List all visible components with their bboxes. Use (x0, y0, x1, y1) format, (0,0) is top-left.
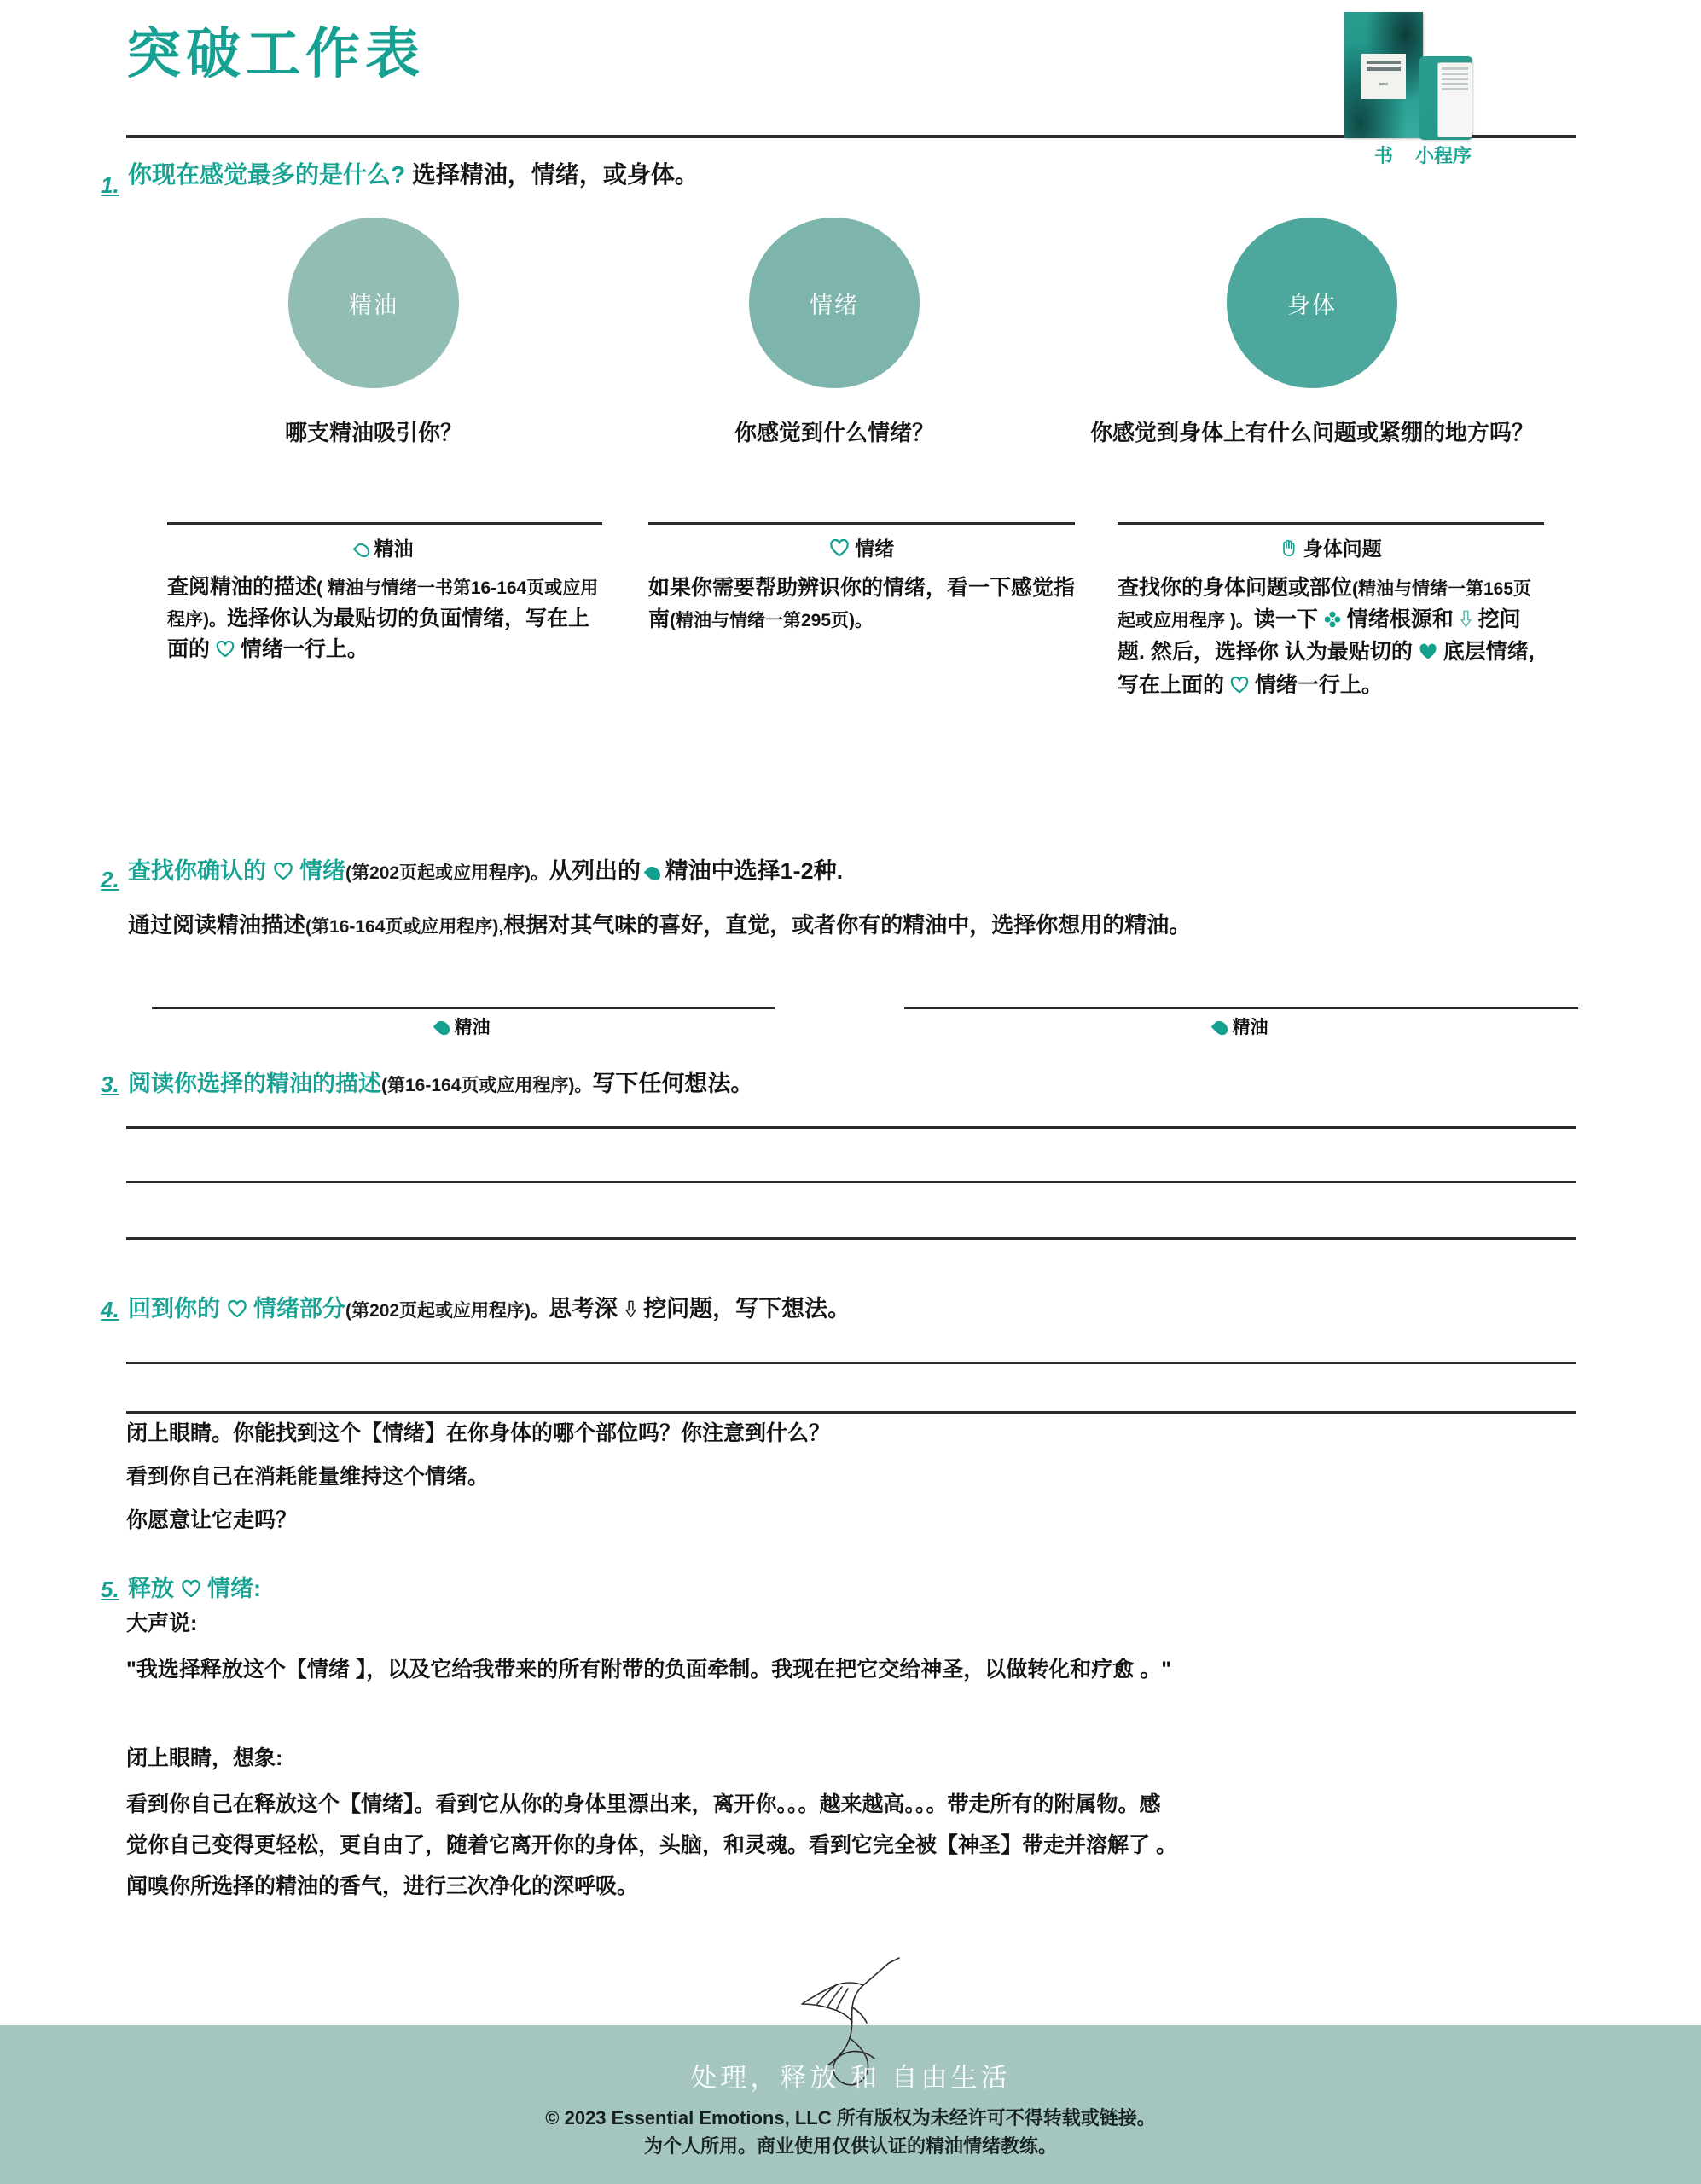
body-instructions-mid2: 挖问题. 然后，选择你 认为最贴切的 (1118, 607, 1521, 664)
oil-slot-1-line[interactable] (152, 1007, 775, 1009)
flower-icon (1324, 606, 1341, 637)
step-2-number: 2. (101, 867, 119, 892)
info-emotion (648, 522, 1075, 635)
body-instructions-mid3: 底层情绪, 写在上面的 (1118, 640, 1535, 697)
body-instructions (1118, 572, 1544, 702)
step-4-ref: (第202页起或应用程序)。 (345, 1301, 549, 1321)
step-4-write-line-2[interactable] (126, 1411, 1576, 1414)
step-4-teal-b: 情绪部分 (253, 1296, 346, 1321)
oil-tag (167, 533, 602, 561)
step-3-ref: (第16-164页或应用程序)。 (381, 1076, 593, 1095)
step-2-teal-b: 情绪 (299, 858, 346, 884)
emotion-instructions-strong: 如果你需要帮助辨识你的情绪，看一下感觉指南 (648, 576, 1076, 631)
prompt-1: 闭上眼睛。你能找到这个【情绪】在你身体的哪个部位吗？你注意到什么？ (126, 1421, 831, 1445)
oil-drop-icon (643, 864, 663, 884)
oil-instructions-rest-b: 情绪一行上。 (240, 637, 369, 661)
oil-slot-2-label: 精油 (1232, 1018, 1268, 1037)
emotion-instructions-ref: (精油与情绪一第295页)。 (670, 610, 874, 630)
step-5-quote: "我选择释放这个【情绪 】，以及它给我带来的所有附带的负面牵制。我现在把它交给神圣，以做转化和疗愈 。" (126, 1658, 1172, 1682)
emotion-instructions (648, 572, 1075, 635)
body-instructions-rest-b: 情绪一行上。 (1254, 672, 1383, 697)
step-3-write-line-3[interactable] (126, 1237, 1576, 1240)
app-caption: 小程序 (1415, 145, 1472, 166)
choice-column-body (1073, 218, 1551, 450)
step-2-teal-a: 查找你确认的 (128, 858, 266, 884)
step-2-line-2 (128, 914, 1612, 936)
heart-outline-icon (181, 1577, 201, 1604)
step-4-heading (128, 1290, 850, 1324)
step-3-heading (128, 1065, 753, 1098)
step-4-black-b: 挖问题，写下想法。 (643, 1296, 851, 1321)
oil-instructions-ref: ( 精油与情绪一书第16-164页或应用程序)。 (167, 578, 599, 630)
heart-outline-icon (273, 862, 293, 885)
bubble-oil-question: 哪支精油吸引你？ (284, 420, 462, 445)
heart-outline-icon (1230, 671, 1249, 703)
step-5-imagine-label: 闭上眼睛，想象: (126, 1746, 283, 1770)
step-3-write-line-1[interactable] (126, 1126, 1576, 1129)
step-5-number: 5. (101, 1577, 119, 1602)
hand-icon (1280, 538, 1298, 562)
choice-bubbles-row (126, 218, 1576, 508)
bubble-body[interactable] (1227, 218, 1397, 388)
reflection-prompts (126, 1423, 1611, 1554)
body-instructions-ref: (精油与情绪一第165页起或应用程序 )。 (1118, 579, 1532, 630)
oil-answer-line[interactable] (167, 522, 602, 525)
page-title: 突破工作表 (126, 23, 425, 84)
step-2-ref: (第202页起或应用程序)。 (345, 863, 549, 883)
step-5-imagine-line-3: 闻嗅你所选择的精油的香气，进行三次净化的深呼吸。 (126, 1874, 639, 1898)
oil-drop-icon (433, 1019, 452, 1038)
oil-slot-2-line[interactable] (904, 1007, 1578, 1009)
step-4-write-line-1[interactable] (126, 1362, 1576, 1364)
step-4-black-a: 思考深 (549, 1296, 618, 1321)
oil-slot-1-label: 精油 (454, 1018, 491, 1037)
bubble-oil[interactable] (288, 218, 459, 388)
step-2-line2-strong: 通过阅读精油描述 (128, 912, 306, 938)
body-instructions-mid: 情绪根源和 (1346, 607, 1454, 631)
step-3-black: 写下任何想法。 (592, 1071, 754, 1096)
footer-copyright (0, 2104, 1701, 2160)
page-footer (0, 2025, 1701, 2184)
media-badge (1338, 12, 1508, 176)
info-body (1118, 522, 1544, 702)
oil-tag-label: 精油 (374, 537, 414, 560)
bubble-emotion-question: 你感觉到什么情绪？ (734, 420, 934, 445)
bubble-body-label: 身体 (1287, 292, 1337, 318)
prompt-2: 看到你自己在消耗能量维持这个情绪。 (126, 1465, 490, 1489)
step-5-imagine-line-1: 看到你自己在释放这个【情绪】。看到它从你的身体里漂出来，离开你。。。越来越高。。。带走所有的附属物。感 (126, 1792, 1161, 1816)
heart-outline-icon (216, 636, 235, 667)
step-2-line-1 (128, 860, 1612, 885)
oil-slot-1 (152, 1007, 775, 1039)
footer-copyright-line-1: © 2023 Essential Emotions, LLC 所有版权为未经许可不得转载或链接。 (545, 2107, 1156, 2129)
info-row (126, 522, 1594, 761)
step-5-heading (128, 1570, 261, 1604)
book-cover-label (1361, 54, 1406, 99)
choice-column-oil (152, 218, 595, 450)
step-1-heading-black: 选择精油，情绪，或身体。 (411, 161, 699, 188)
book-caption: 书 (1373, 145, 1393, 166)
bubble-oil-label: 精油 (349, 292, 398, 318)
step-5-imagine-line-2: 觉你自己变得更轻松，更自由了，随着它离开你的身体，头脑，和灵魂。看到它完全被【神圣】带走并溶解了 。 (126, 1833, 1177, 1857)
oil-instructions (167, 572, 602, 667)
oil-instructions-strong: 查阅精油的描述 (167, 575, 317, 599)
bubble-emotion-label: 情绪 (810, 292, 859, 318)
footer-copyright-line-2: 为个人所用。商业使用仅供认证的精油情绪教练。 (643, 2135, 1057, 2157)
emotion-tag (648, 533, 1075, 562)
footer-tagline: 处理，释放 和 自由生活 (690, 2063, 1011, 2093)
body-tag (1118, 533, 1544, 562)
step-3-teal: 阅读你选择的精油的描述 (128, 1071, 381, 1096)
oil-slot-1-caption (152, 1014, 775, 1039)
phone-app-image (1419, 56, 1472, 140)
down-arrow-icon (624, 1298, 637, 1324)
heart-filled-icon (1419, 638, 1437, 670)
oil-instructions-rest-a: 选择你认为最贴切的负面情绪，写在上面的 (167, 606, 590, 661)
step-2-line2-rest: 根据对其气味的喜好，直觉，或者你有的精油中，选择你想用的精油。 (503, 912, 1192, 938)
step-1-heading-teal: 你现在感觉最多的是什么? (128, 161, 406, 188)
step-5-teal-b: 情绪: (207, 1576, 262, 1601)
body-instructions-strong: 查找你的身体问题或部位 (1118, 576, 1353, 600)
step-2-black-a: 从列出的 (549, 858, 642, 884)
step-5-teal-a: 释放 (128, 1576, 174, 1601)
step-5-say-aloud: 大声说: (126, 1612, 198, 1635)
heart-outline-icon (227, 1298, 247, 1324)
body-instructions-rest-a: 读一下 (1253, 607, 1318, 631)
prompt-3: 你愿意让它走吗？ (126, 1508, 298, 1532)
body-answer-line[interactable] (1118, 522, 1544, 525)
oil-slot-2-caption (904, 1014, 1578, 1039)
step-2-black-b: 精油中选择1-2种. (665, 858, 844, 884)
step-4-number: 4. (101, 1297, 119, 1322)
body-tag-label: 身体问题 (1303, 537, 1382, 560)
step-3-number: 3. (101, 1072, 119, 1097)
step-3-write-line-2[interactable] (126, 1181, 1576, 1183)
down-arrow-icon (1460, 606, 1472, 637)
bubble-emotion[interactable] (749, 218, 920, 388)
oil-drop-icon (1210, 1019, 1230, 1038)
heart-outline-icon (829, 539, 850, 562)
step-1-number: 1. (101, 172, 119, 198)
book-cover-image (1344, 12, 1423, 138)
phone-screen (1437, 62, 1472, 137)
step-4-teal-a: 回到你的 (128, 1296, 220, 1321)
choice-column-emotion (612, 218, 1056, 450)
step-2-line2-ref: (第16-164页或应用程序), (305, 917, 504, 937)
info-oil (167, 522, 602, 667)
emotion-answer-line[interactable] (648, 522, 1075, 525)
emotion-tag-label: 情绪 (855, 537, 895, 560)
bubble-body-question: 你感觉到身体上有什么问题或紧绷的地方吗？ (1089, 420, 1534, 445)
oil-slot-2 (904, 1007, 1578, 1039)
oil-drop-outline-icon (352, 541, 372, 561)
